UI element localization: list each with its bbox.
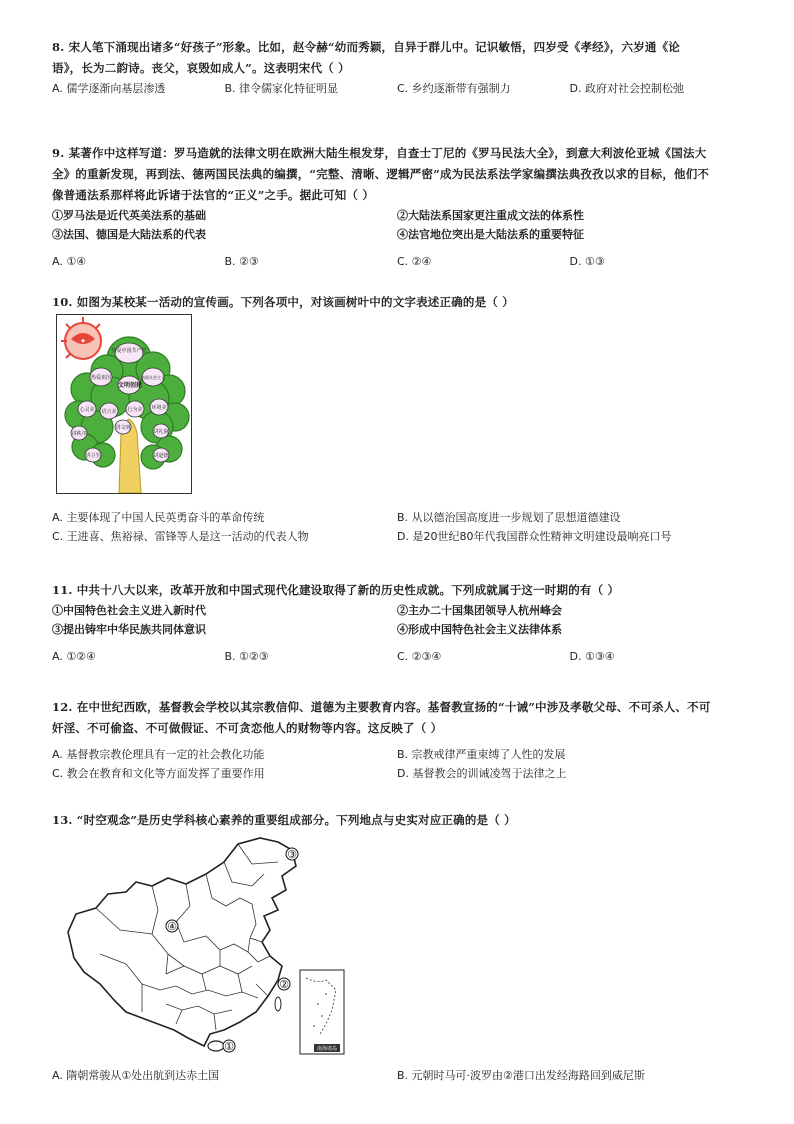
q9-options xyxy=(52,252,742,271)
q11-option-d[interactable]: D. ①③④ xyxy=(569,650,615,663)
question-13 xyxy=(52,810,742,831)
q11-option-b[interactable]: B. ①②③ xyxy=(224,650,269,663)
tree-label-5: 语言美 xyxy=(101,409,117,415)
q9-statements-row-2 xyxy=(52,225,742,244)
question-10-options xyxy=(52,508,742,546)
q9-statement-2: ②大陆法系国家更注重成文法的体系性 xyxy=(397,209,584,222)
tree-label-7: 环境美 xyxy=(151,405,167,411)
q9-option-a[interactable]: A. ①④ xyxy=(52,255,87,268)
q12-option-d[interactable]: D. 基督教会的训诫凌驾于法律之上 xyxy=(397,767,567,780)
q8-option-b[interactable]: B. 律令儒家化特征明显 xyxy=(224,82,339,95)
q9-stem-line-1: 9. 某著作中这样写道：罗马造就的法律文明在欧洲大陆生根发芽，自查士丁尼的《罗马民法大全》，到意大利波伦亚城《国法大 xyxy=(52,146,707,160)
q13-china-map xyxy=(56,834,346,1058)
q10-stem: 10. 如图为某校某一活动的宣传画。下列各项中，对该画树叶中的文字表述正确的是（ ） xyxy=(52,295,514,309)
q11-statement-2: ②主办二十国集团领导人杭州峰会 xyxy=(397,604,562,617)
tree-label-3: 热爱社会主义 xyxy=(141,375,165,380)
q10-option-b[interactable]: B. 从以德治国高度进一步规划了思想道德建设 xyxy=(397,511,621,524)
q11-statement-1: ①中国特色社会主义进入新时代 xyxy=(52,604,206,617)
q11-statement-4: ④形成中国特色社会主义法律体系 xyxy=(397,623,562,636)
q12-stem-line-2: 奸淫、不可偷盗、不可做假证、不可贪恋他人的财物等内容。这反映了（ ） xyxy=(52,721,443,735)
tree-label-6: 行为美 xyxy=(127,407,143,413)
q9-statement-1: ①罗马法是近代英美法系的基础 xyxy=(52,209,206,222)
q11-stem: 11. 中共十八大以来，改革开放和中国式现代化建设取得了新的历史性成就。下列成就属于这一时期的有（ ） xyxy=(52,583,620,597)
tree-label-9: 讲礼貌 xyxy=(153,429,169,435)
q9-option-b[interactable]: B. ②③ xyxy=(224,255,259,268)
q13-stem: 13. “时空观念”是历史学科核心素养的重要组成部分。下列地点与史实对应正确的是（ ） xyxy=(52,813,516,827)
tree-label-12: 讲道德 xyxy=(153,453,169,459)
q8-option-d[interactable]: D. 政府对社会控制松弛 xyxy=(569,82,684,95)
q9-statement-3: ③法国、德国是大陆法系的代表 xyxy=(52,228,206,241)
q11-statements-row-2 xyxy=(52,620,742,639)
tree-label-13: 文明创建 xyxy=(117,382,143,389)
q10-poster-image xyxy=(56,314,192,494)
q10-option-d[interactable]: D. 是20世纪80年代我国群众性精神文明建设最响亮口号 xyxy=(397,530,672,543)
sun-icon xyxy=(61,317,101,359)
q9-option-c[interactable]: C. ②④ xyxy=(397,255,432,268)
q12-option-b[interactable]: B. 宗教戒律严重束缚了人性的发展 xyxy=(397,748,566,761)
china-map-illustration xyxy=(56,834,346,1058)
q8-option-c[interactable]: C. 乡约逐渐带有强制力 xyxy=(397,82,511,95)
q11-option-a[interactable]: A. ①②④ xyxy=(52,650,96,663)
q11-options xyxy=(52,647,742,666)
question-9 xyxy=(52,143,742,271)
q8-option-a[interactable]: A. 儒学逐渐向基层渗透 xyxy=(52,82,166,95)
south-sea-inset xyxy=(300,970,344,1054)
map-marker-3: ③ xyxy=(287,848,297,861)
map-marker-2: ② xyxy=(279,978,289,991)
q8-stem-line-1: 8. 宋人笔下涌现出诸多“好孩子”形象。比如，赵令赫“幼而秀颖，自异于群儿中。记识敏悟，四岁受《孝经》，六岁通《论 xyxy=(52,40,680,54)
q11-option-c[interactable]: C. ②③④ xyxy=(397,650,442,663)
q9-statement-4: ④法官地位突出是大陆法系的重要特征 xyxy=(397,228,584,241)
map-marker-4: ④ xyxy=(167,920,177,933)
tree-label-8: 讲文明 xyxy=(115,425,131,431)
tree-label-10: 讲秩序 xyxy=(71,431,87,437)
q9-statements-row-1 xyxy=(52,206,742,225)
q13-option-a[interactable]: A. 隋朝常骏从①处出航到达赤土国 xyxy=(52,1069,220,1082)
q11-statements-row-1 xyxy=(52,601,742,620)
q11-statement-3: ③提出铸牢中华民族共同体意识 xyxy=(52,623,206,636)
q10-option-c[interactable]: C. 王进喜、焦裕禄、雷锋等人是这一活动的代表人物 xyxy=(52,530,309,543)
tree-label-2: 热爱祖国 xyxy=(90,375,112,381)
q12-stem-line-1: 12. 在中世纪西欧，基督教会学校以其宗教信仰、道德为主要教育内容。基督教宣扬的“十诫”中涉及孝敬父母、不可杀人、不可 xyxy=(52,700,711,714)
tree-illustration xyxy=(57,315,191,493)
q9-option-d[interactable]: D. ①③ xyxy=(569,255,605,268)
question-11 xyxy=(52,580,742,666)
tree-label-11: 讲卫生 xyxy=(85,453,101,459)
tree-label-1: 热爱中国共产党 xyxy=(111,348,147,354)
map-marker-1: ① xyxy=(224,1040,234,1053)
question-10 xyxy=(52,292,742,313)
question-12 xyxy=(52,697,742,783)
svg-text:◆: ◆ xyxy=(81,338,85,344)
q8-options xyxy=(52,79,742,98)
q12-option-a[interactable]: A. 基督教宗教伦理具有一定的社会教化功能 xyxy=(52,748,265,761)
inset-label: 南海诸岛 xyxy=(316,1046,338,1052)
q9-stem-line-2: 全》的重新发现，再到法、德两国民法典的编撰，“完整、清晰、逻辑严密”成为民法系法学家编撰法典孜孜以求的目标，他们不 xyxy=(52,167,710,181)
q10-option-a[interactable]: A. 主要体现了中国人民英勇奋斗的革命传统 xyxy=(52,511,265,524)
question-13-options xyxy=(52,1066,742,1085)
q8-stem-line-2: 语》，长为二韵诗。丧父，哀毁如成人”。这表明宋代（ ） xyxy=(52,61,350,75)
question-8 xyxy=(52,37,742,98)
q12-option-c[interactable]: C. 教会在教育和文化等方面发挥了重要作用 xyxy=(52,767,265,780)
q9-stem-line-3: 像普通法系那样将此诉诸于法官的“正义”之手。据此可知（ ） xyxy=(52,188,375,202)
tree-label-4: 心灵美 xyxy=(79,407,95,413)
q13-option-b[interactable]: B. 元朝时马可·波罗由②港口出发经海路回到威尼斯 xyxy=(397,1069,645,1082)
